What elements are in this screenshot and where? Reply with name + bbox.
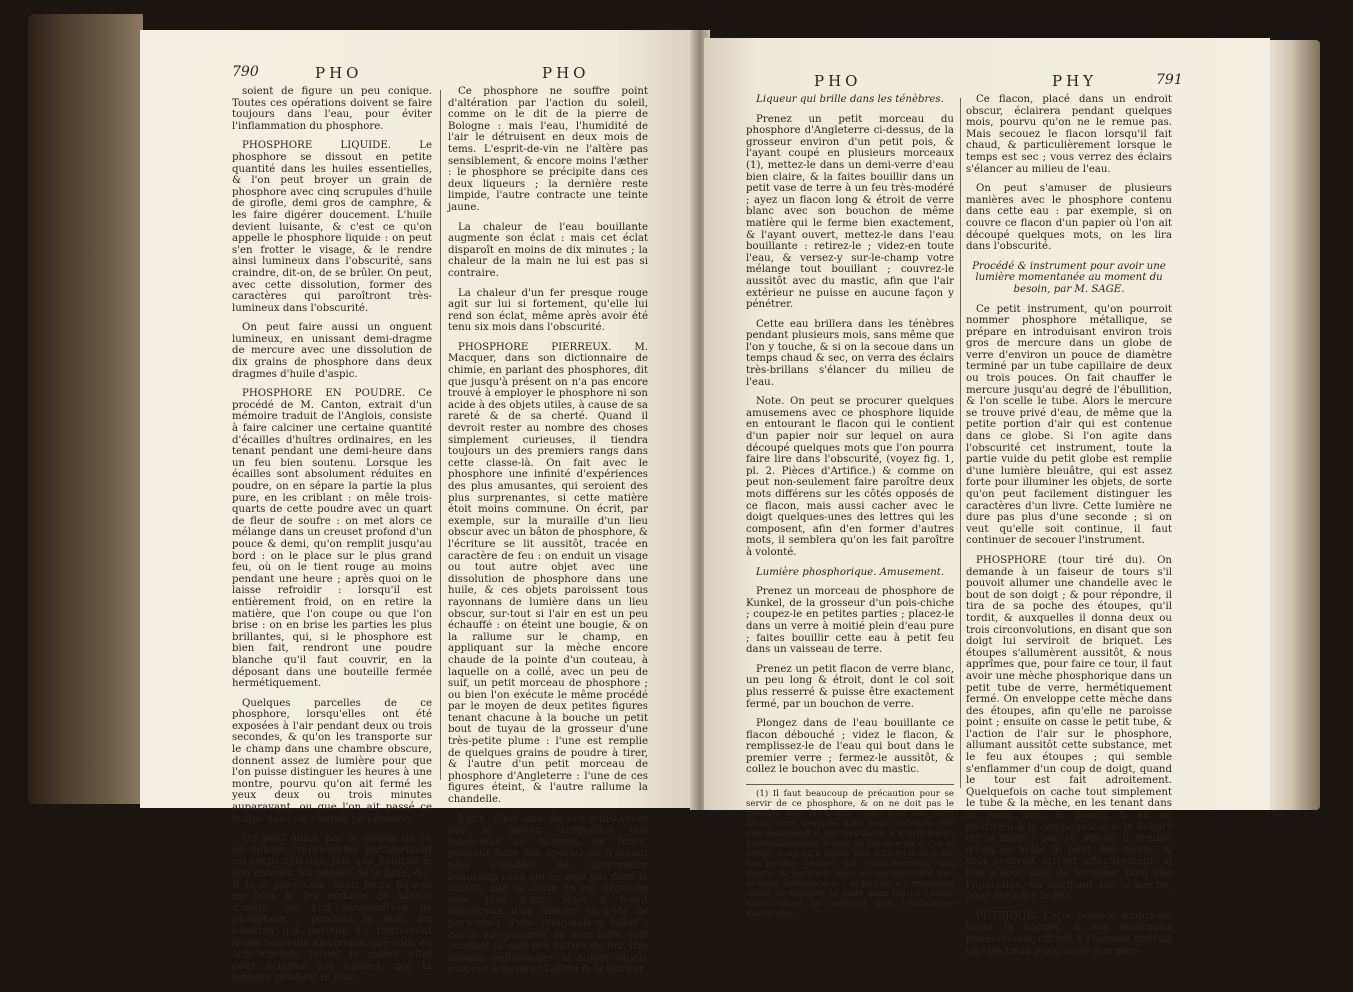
paragraph: Prenez un petit flacon de verre blanc, un peu long & étroit, dont le col soit plus resserré & puisse être exactement fermé, par un bouchon de verre. xyxy=(746,663,954,710)
page-number: 790 xyxy=(232,64,259,80)
column-rule xyxy=(960,98,961,788)
book-edge-left xyxy=(28,14,143,804)
paragraph: Prenez un petit morceau du phosphore d'Angleterre ci-dessus, de la grosseur environ d'un petit pois, & l'ayant coupé en plusieurs morceaux (1), mettez-le dans un demi-verre d'eau bien claire, & la faites bouillir dans un petit vase de terre à un feu très-modéré ; ayez un flacon long & étroit de verre blanc avec son bouchon de même matière qui le ferme bien exactement, & l'ayant ouvert, mettez-le dans l'eau bouillante : retirez-le ; videz-en toute l'eau, & versez-y sur-le-champ votre mélange tout bouillant ; couvrez-le aussitôt avec du mastic, afin que l'air extérieur ne puisse en aucune façon y pénétrer. xyxy=(746,113,954,311)
paragraph: PHOSPHORE LIQUIDE. Le phosphore se dissout en petite quantité dans les huiles essentielles, & l'on peut broyer un grain de phosphore avec cinq scrupules d'huile de girofle, demi gros de camphre, & les faire digérer doucement. L'huile devient luisante, & c'est ce qu'on appelle le phosphore liquide : on peut s'en frotter le visage, & le rendre ainsi lumineux dans l'obscurité, sans craindre, dit-on, de se brûler. On peut, avec cette dissolution, former des caractères qui paroîtront très-lumineux dans l'obscurité. xyxy=(232,140,432,314)
paragraph: PHOSPHORE (tour tiré du). On demande à un faiseur de tours s'il pouvoit allumer une chandelle avec le bout de son doigt ; & pour répondre, il tira de sa poche des étoupes, qu'il tordit, & auxquelles il donna deux ou trois circonvolutions, en disant que son doigt lui serviroit de briquet. Les étoupes s'allumèrent aussitôt, & nous apprîmes que, pour faire ce tour, il faut avoir une mèche phosphorique dans un petit tube de verre, hermétiquement fermé. On enveloppe cette mèche dans des étoupes, afin qu'elle ne paroisse point ; ensuite on casse le petit tube, & l'action de l'air sur le phosphore, allumant aussitôt cette substance, met le feu aux étoupes ; qui semble s'enflammer d'un coup de doigt, quand le tour est fait adroitement. Quelquefois on cache tout simplement le tube & la mèche, en les tenant dans sa main avec le pouce, & en ne montrant à la compagnie que le dehors de la main : par ce moyen il semble qu'on se brûle le bout des doigts, & cela pourroit arriver effectivement, si l'on n'avoit soin de terminer bien vîte l'opération, en soufflant sur la mèche, pour éteindre le feu. xyxy=(966,554,1172,903)
column-1 xyxy=(232,86,432,992)
paragraph: Prenez un morceau de phosphore de Kunkel, de la grosseur d'un pois-chiche ; coupez-le en petites parties ; placez-le dans un verre à moitié plein d'eau pure ; faites bouillir cette eau à petit feu dans un vaisseau de terre. xyxy=(746,586,954,656)
column-1 xyxy=(746,94,954,927)
paragraph: On peut s'amuser de plusieurs manières avec le phosphore contenu dans cette eau : par exemple, si on couvre ce flacon d'un papier où l'on ait découpé quelques mots, on les lira dans l'obscurité. xyxy=(966,183,1172,253)
paragraph: Note. On peut se procurer quelques amusemens avec ce phosphore liquide en entourant le flacon qui le contient d'un papier noir sur lequel on aura découpé quelques mots que l'on pourra faire lire dans l'obscurité, (voyez fig. 1, pl. 2. Pièces d'Artifice.) & comme on peut non-seulement faire paroître deux mots différens sur les côtés opposés de ce flacon, mais aussi cacher avec le doigt quelques-unes des lettres qui les composent, afin d'en former d'autres mots, il semblera qu'on les fait paroître à volonté. xyxy=(746,396,954,558)
book-edge-right xyxy=(1270,40,1320,810)
paragraph: Plongez dans de l'eau bouillante ce flacon débouché ; videz le flacon, & remplissez-le de l'eau qui bout dans le premier verre ; fermez-le aussitôt, & collez le bouchon avec du mastic. xyxy=(746,718,954,776)
running-head-right: PHY xyxy=(1052,72,1098,90)
column-2 xyxy=(966,94,1172,965)
paragraph: PHOSPHORE PIERREUX. M. Macquer, dans son dictionnaire de chimie, en parlant des phosphores, dit que jusqu'à présent on n'a pas encore trouvé à employer le phosphore ni son acide à des objets utiles, à cause de sa rareté & de sa cherté. Quand il devroit rester au nombre des choses simplement curieuses, il tiendra toujours un des premiers rangs dans cette classe-là. On fait avec le phosphore une infinité d'expériences des plus amusantes, qui seroient des plus surprenantes, si cette matière étoit moins commune. On écrit, par exemple, sur la muraille d'un lieu obscur avec un bâton de phosphore, & l'écriture se lit aussitôt, tracée en caractère de feu : on enduit un visage ou tout autre objet avec une dissolution de phosphore dans une huile, & ces objets paroissent tous rayonnans de lumière dans un lieu obscur, sur-tout si l'air en est un peu échauffé : on éteint une bougie, & on la rallume sur le champ, en appliquant sur la mèche encore chaude de la pointe d'un couteau, à laquelle on a collé, avec un peu de suif, un petit morceau de phosphore ; ou bien l'on exécute le même procédé par le moyen de deux petites figures tenant chacune à la bouche un petit bout de tuyau de la grosseur d'une très-petite plume : l'une est remplie de quelques grains de poudre à tirer, & l'autre d'un petit morceau de phosphore d'Angleterre : l'une de ces figures éteint, & l'autre rallume la chandelle. xyxy=(448,341,648,806)
paragraph: Ce flacon, placé dans un endroit obscur, éclairera pendant quelques mois, pourvu qu'on ne le remue pas. Mais secouez le flacon lorsqu'il fait chaud, & particulièrement lorsque le temps est sec ; vous verrez des éclairs s'élancer au milieu de l'eau. xyxy=(966,94,1172,175)
right-page xyxy=(704,38,1270,957)
page-number: 791 xyxy=(1156,72,1183,88)
column-rule xyxy=(440,90,441,780)
running-head-left: PHO xyxy=(315,64,363,82)
paragraph: PHYSIQUE. Cette science embrasse toute la nature, & ses nombreux phénomènes, offrent à l'homme instruit un spectacle aussi varié que mer- xyxy=(966,910,1172,957)
left-page xyxy=(140,30,695,984)
paragraph: soient de figure un peu conique. Toutes ces opérations doivent se faire toujours dans l'eau, pour éviter l'inflammation du phosphore. xyxy=(232,86,432,132)
paragraph: La chaleur de l'eau bouillante augmente son éclat : mais cet éclat disparoît en moins de dix minutes ; la chaleur de la main ne lui est pas si contraire. xyxy=(448,221,648,279)
section-title: Lumière phosphorique. Amusement. xyxy=(755,566,945,578)
column-2 xyxy=(448,86,648,984)
paragraph: Quelques parcelles de ce phosphore, lorsqu'elles ont été exposées à l'air pendant deux ou trois secondes, & qu'on les transporte sur le champ dans une chambre obscure, donnent assez de lumière pour que l'on puisse distinguer les heures à une montre, pourvu qu'on ait fermé les yeux deux ou trois minutes auparavant, ou que l'on ait passé ce temps dans un endroit peu éclairé. xyxy=(232,697,432,825)
paragraph: Ce petit instrument, qu'on pourroit nommer phosphore métallique, se prépare en introduisant environ trois gros de mercure dans un globe de verre d'environ un pouce de diamètre terminé par un tube capillaire de deux ou trois pouces. On fait chauffer le mercure jusqu'au degré de l'ébullition, & l'on scelle le tube. Alors le mercure se trouve privé d'eau, de même que la petite portion d'air qui est contenue dans ce globe. Si l'on agite dans l'obscurité cet instrument, toute la partie vuide du petit globe est remplie d'une lumière bleuâtre, qui est assez forte pour illuminer les objets, de sorte qu'on peut facilement distinguer les caractères d'un livre. Cette lumière ne dure pas plus d'une seconde ; si on veut qu'elle soit continue, il faut continuer de secouer l'instrument. xyxy=(966,303,1172,547)
section-title: Liqueur qui brille dans les ténèbres. xyxy=(756,94,944,105)
paragraph: La chaleur d'un fer presque rouge agit sur lui si fortement, qu'elle lui rend son éclat, même après avoir été tenu six mois dans l'obscurité. xyxy=(448,287,648,334)
footnote: (1) Il faut beaucoup de précaution pour se servir de ce phosphore, & on ne doit pas le prendre avec les doigts ; mais avec une carte qu'on aura trempée dans l'eau, attendu que non-seulement il est très-facile à s'enflammer, particulièrement lorsqu'on l'écrase ou qu'on le frotte, mais qu'il seroit fort difficile d'éteindre les petites parties qui s'attacheroient aux doigts, & auxquels elles occasionneroient une brûlure considérable : le moyen d'y remédier, seroit de tremper sa main dans l'urine ; toute autre chose ne serviroit qu'à l'enflammer davantage. xyxy=(746,784,954,919)
paragraph: On peut aussi, par le moyen de ce phosphore, représenter parfaitement les corps célestes, tels que Saturne & son anneau, les phases de la lune, &c. Il faut, pour cela, avoir leurs figures en bois & les enduire de blancs d'œufs, que l'on saupoudrera de phosphore : pendant la nuit, les bluettes qui partent du frottement d'une bouteille électrique que vous en approcherez, feront le même effet pour éclairer vos figures, que la lumière pendant le jour. xyxy=(232,833,432,984)
paragraph: On peut faire aussi un onguent lumineux, en unissant demi-dragme de mercure avec une dissolution de dix grains de phosphore dans deux dragmes d'huile d'aspic. xyxy=(232,322,432,380)
paragraph: Cette eau brillera dans les ténèbres pendant plusieurs mois, sans même que l'on y touche, & si on la secoue dans un temps chaud & sec, on verra des éclairs très-brillans s'élancer du milieu de l'eau. xyxy=(746,318,954,388)
paragraph: Enfin, c'est une de ces substances par le moyen desquelles des magiciens ou faiseurs de tours, pouvant faire des opérations d'autant plus capables de surprendre beaucoup ceux qui ne sont pas dans le secret, que la cause en est déguisée avec plus d'art. Mais il feroit dangereux d'en abuser vis-à-vis de personnes d'une imagination foible : car il est possible de leur faire voir pendant la nuit des lettres de feu, des images enflammées & autres objets propres à inspirer l'effroi & la terreur. xyxy=(448,813,648,976)
paragraph: PHOSPHORE EN POUDRE. Ce procédé de M. Canton, extrait d'un mémoire traduit de l'Anglois, consiste à faire calciner une certaine quantité d'écailles d'huîtres ordinaires, en les tenant pendant une demi-heure dans un feu bien soutenu. Lorsque les écailles sont absolument réduites en poudre, on en sépare la partie la plus pure, en les criblant : on mêle trois-quarts de cette poudre avec un quart de fleur de soufre : on met alors ce mélange dans un creuset profond d'un pouce & demi, qu'on remplit jusqu'au bord : on le place sur le plus grand feu, où on le tient rouge au moins pendant une heure ; après quoi on le laisse refroidir : lorsqu'il est entièrement froid, on en retire la matière, que l'on coupe ou que l'on brise : on en brise les parties les plus brillantes, qui, si le phosphore est bien fait, rendront une poudre blanche qu'il faut couvrir, en la déposant dans une bouteille fermée hermétiquement. xyxy=(232,388,432,690)
section-title: Procédé & instrument pour avoir une lumière momentanée au moment du besoin, par M. SAGE. xyxy=(972,260,1166,295)
paragraph: Ce phosphore ne souffre point d'altération par l'action du soleil, comme on le dit de la pierre de Bologne : mais l'eau, l'humidité de l'air le détruisent en deux mois de tems. L'esprit-de-vin ne l'altère pas sensiblement, & encore moins l'æther : le phosphore se précipite dans ces deux liqueurs ; la dernière reste limpide, l'autre contracte une teinte jaune. xyxy=(448,86,648,213)
running-head-left: PHO xyxy=(814,72,862,90)
running-head-right: PHO xyxy=(542,64,590,82)
